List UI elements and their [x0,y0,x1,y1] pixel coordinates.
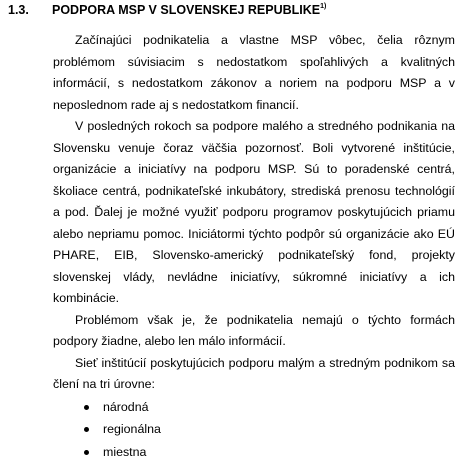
list-item-label: regionálna [103,422,161,436]
section-title: PODPORA MSP V SLOVENSKEJ REPUBLIKE [52,3,320,17]
paragraph-intro: Začínajúci podnikatelia a vlastne MSP vôbec, čelia rôznym problémom súvisiacim s nedostatkom spoľahlivých a kvalitných informácií, s nedostatkom zákonov a noriem na podporu MSP a v neposlednom rade aj s nedostatkom financií. [53,30,455,116]
list-item [53,442,455,464]
footnote-marker: 1) [320,3,326,10]
list-item-label: miestna [103,445,146,459]
list-item [53,419,455,442]
section-body [53,30,455,464]
levels-list [53,397,455,464]
list-item [53,397,455,420]
section-heading [8,3,326,17]
list-item-label: národná [103,400,148,414]
bullet-icon [84,450,89,455]
paragraph-support-overview: V posledných rokoch sa podpore malého a stredného podnikania na Slovensku venuje čoraz väčšia pozornosť. Boli vytvorené inštitúcie, organizácie a iniciatívy na podporu MSP. Sú to poradenské centrá, školiace centrá, podnikateľské inkubátory, strediská prenosu technológií a pod. Ďalej je možné využiť podporu programov poskytujúcich priamu alebo nepriamu pomoc. Iniciátormi týchto podpôr sú organizácie ako EÚ PHARE, EIB, Slovensko-americký podnikateľský fond, projekty slovenskej vlády, nevládne iniciatívy, súkromné iniciatívy a ich kombinácie. [53,116,455,310]
section-number: 1.3. [8,3,52,17]
paragraph-problem: Problémom však je, že podnikatelia nemajú o týchto formách podpory žiadne, alebo len málo informácií. [53,310,455,353]
paragraph-levels-intro: Sieť inštitúcií poskytujúcich podporu malým a stredným podnikom sa člení na tri úrovne: [53,353,455,396]
bullet-icon [84,427,89,432]
bullet-icon [84,405,89,410]
